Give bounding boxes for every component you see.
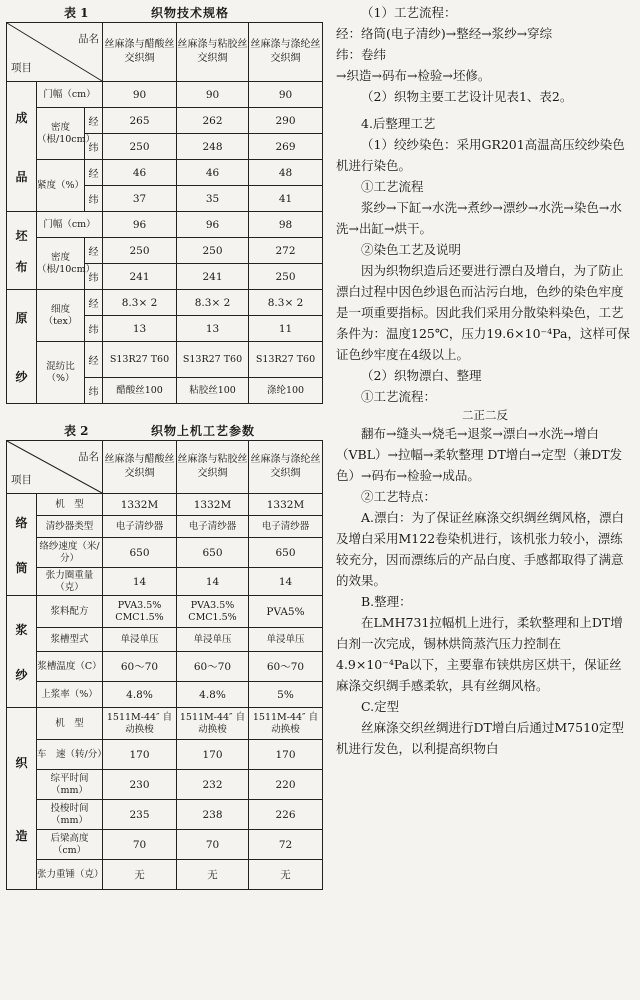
sub-finishing: B.整理： <box>361 594 412 609</box>
table1-row-label: 细度（tex） <box>37 290 85 342</box>
table1-cell: 241 <box>103 264 177 290</box>
table2-cell: 170 <box>103 740 177 770</box>
table2-cell: 电子清纱器 <box>103 516 177 538</box>
table1-cell: 265 <box>103 108 177 134</box>
table2-group-winding: 络 筒 <box>7 494 37 596</box>
table1-sub-label: 纬 <box>85 186 103 212</box>
table1-cell: 96 <box>103 212 177 238</box>
table2-cell: 1511M-44″ 自动换梭 <box>103 708 177 740</box>
flow-warp: 经：络筒(电子清纱)→整经→浆纱→穿综 <box>336 26 553 41</box>
table2-row-label: 车 速（转/分） <box>37 740 103 770</box>
table2-cell: 4.8% <box>177 682 249 708</box>
table1-row-label: 密度（根/10cm） <box>37 108 85 160</box>
table2-row-label: 上浆率（%） <box>37 682 103 708</box>
para-bleach-flow: 翻布→缝头→烧毛→退浆→漂白→水洗→增白（VBL）→拉幅→柔软整理 DT增白→定型（兼DT发色）→码布→检验→成品。 <box>336 426 623 483</box>
table1-cell: 90 <box>249 82 323 108</box>
table2-cell: 170 <box>249 740 323 770</box>
table1-cell: 13 <box>103 316 177 342</box>
table2-cell: 14 <box>177 568 249 596</box>
table1-row-label: 门幅（cm） <box>37 212 103 238</box>
para-bleach: A.漂白：为了保证丝麻涤交织绸丝绸风格，漂白及增白采用M122卷染机进行，该机张力较小，漂练较充分，因而漂练后的产品白度、手感都取得了满意的效果。 <box>336 510 625 588</box>
table1-row-label: 门幅（cm） <box>37 82 103 108</box>
table1-corner-top: 品名 <box>78 33 100 45</box>
table2-cell: PVA5% <box>249 596 323 628</box>
sub-features: ②工艺特点： <box>361 489 437 504</box>
table2-row-label: 张力圈重量（克） <box>37 568 103 596</box>
table1-cell: 粘胶丝100 <box>177 378 249 404</box>
para-dye-flow: 浆纱→下缸→水洗→煮纱→漂纱→水洗→染色→水洗→出缸→烘干。 <box>336 200 622 236</box>
table2-col-header: 丝麻涤与粘胶丝交织绸 <box>177 441 249 494</box>
table1-group-finished: 成 品 <box>7 82 37 212</box>
table1-row-label: 紧度（%） <box>37 160 85 212</box>
table1-cell: 269 <box>249 134 323 160</box>
table2-cell: 电子清纱器 <box>177 516 249 538</box>
table1-caption <box>6 0 324 22</box>
table2-cell: 650 <box>103 538 177 568</box>
table1-cell: 248 <box>177 134 249 160</box>
table1-cell: 35 <box>177 186 249 212</box>
table2-cell: 220 <box>249 770 323 800</box>
table1-sub-label: 经 <box>85 238 103 264</box>
table1-cell: 37 <box>103 186 177 212</box>
table2-group-weaving: 织 造 <box>7 708 37 890</box>
table1-sub-label: 纬 <box>85 134 103 160</box>
table2-cell: 14 <box>103 568 177 596</box>
table2-title: 织物上机工艺参数 <box>151 424 256 438</box>
table1-cell: 8.3× 2 <box>249 290 323 316</box>
table2-cell: 电子清纱器 <box>249 516 323 538</box>
table1-cell: 290 <box>249 108 323 134</box>
table2-cell: 单浸单压 <box>177 628 249 652</box>
sub-dye-process: ②染色工艺及说明 <box>361 242 462 257</box>
flow-weft: 纬：卷纬 <box>336 47 387 62</box>
table2-cell: 226 <box>249 800 323 830</box>
table1-row-label: 密度（根/10cm） <box>37 238 85 290</box>
table1-col-header: 丝麻涤与醋酸丝交织绸 <box>103 23 177 82</box>
table2-cell: 72 <box>249 830 323 860</box>
table1-cell: 250 <box>177 238 249 264</box>
table2-cell: PVA3.5% CMC1.5% <box>103 596 177 628</box>
table1-cell: 11 <box>249 316 323 342</box>
table2-row-label: 清纱器类型 <box>37 516 103 538</box>
flow-note: 二正二反 <box>462 408 508 422</box>
table2-corner-cell <box>7 441 103 494</box>
table1 <box>6 22 323 404</box>
table2-cell: 无 <box>249 860 323 890</box>
table1-cell: 46 <box>177 160 249 186</box>
table1-number: 表 1 <box>64 6 89 20</box>
sub-setting: C.定型 <box>361 699 400 714</box>
table1-cell: S13R27 T60 <box>177 342 249 378</box>
para-setting: 丝麻涤交织丝绸进行DT增白后通过M7510定型机进行发色，以利提高织物白 <box>336 720 624 756</box>
right-column <box>336 2 634 759</box>
table2-row-label: 浆料配方 <box>37 596 103 628</box>
flow-continue: →织造→码布→检验→坯修。 <box>336 68 491 83</box>
table2-corner-top: 品名 <box>78 451 99 463</box>
table2-cell: 230 <box>103 770 177 800</box>
table2-row-label: 浆槽温度（C） <box>37 652 103 682</box>
table2-cell: 1511M-44″ 自动换梭 <box>177 708 249 740</box>
table1-corner-cell <box>7 23 103 82</box>
table1-cell: 48 <box>249 160 323 186</box>
left-column <box>6 0 324 890</box>
table1-cell: 90 <box>177 82 249 108</box>
table1-cell: 262 <box>177 108 249 134</box>
table2-cell: 5% <box>249 682 323 708</box>
section-bleach-finish: （2）织物漂白、整理 <box>361 368 482 383</box>
table1-cell: 8.3× 2 <box>103 290 177 316</box>
table2-cell: 235 <box>103 800 177 830</box>
table2-number: 表 2 <box>64 424 89 438</box>
table1-col-header: 丝麻涤与粘胶丝交织绸 <box>177 23 249 82</box>
table1-cell: 41 <box>249 186 323 212</box>
table2-cell: 1511M-44″ 自动换梭 <box>249 708 323 740</box>
table1-sub-label: 经 <box>85 290 103 316</box>
table2-cell: 1332M <box>103 494 177 516</box>
table1-cell: 8.3× 2 <box>177 290 249 316</box>
table2-cell: 1332M <box>177 494 249 516</box>
table2-cell: 单浸单压 <box>103 628 177 652</box>
table1-row-label: 混纺比（%） <box>37 342 85 404</box>
table2-row-label: 络纱速度（米/分） <box>37 538 103 568</box>
table1-cell: 涤纶100 <box>249 378 323 404</box>
table1-sub-label: 纬 <box>85 316 103 342</box>
table2-cell: 60～70 <box>249 652 323 682</box>
table2-caption <box>6 418 324 440</box>
table1-cell: 90 <box>103 82 177 108</box>
table2-cell: 单浸单压 <box>249 628 323 652</box>
table1-sub-label: 纬 <box>85 264 103 290</box>
table1-cell: 250 <box>103 134 177 160</box>
table1-cell: 272 <box>249 238 323 264</box>
section-main-design: （2）织物主要工艺设计见表1、表2。 <box>361 89 573 104</box>
table2-group-sizing: 浆 纱 <box>7 596 37 708</box>
table1-sub-label: 经 <box>85 342 103 378</box>
table1-col-header: 丝麻涤与涤纶丝交织绸 <box>249 23 323 82</box>
table2 <box>6 440 323 890</box>
table2-cell: 无 <box>103 860 177 890</box>
para-dyeing: （1）绞纱染色：采用GR201高温高压绞纱染色机进行染色。 <box>336 137 625 173</box>
table2-row-label: 浆槽型式 <box>37 628 103 652</box>
table1-cell: 241 <box>177 264 249 290</box>
sub-process-flow: ①工艺流程 <box>361 179 424 194</box>
table1-title: 织物技术规格 <box>151 6 230 20</box>
para-dye-detail: 因为织物织造后还要进行漂白及增白，为了防止漂白过程中因色纱退色而沾污白地，色纱的染色牢度是一项重要指标。因此我们采用分散染料染色，工艺条件为：温度125℃，压力19.6×10⁻⁴Pa，这样可保证色纱牢度在4级以上。 <box>336 263 630 362</box>
table2-cell: PVA3.5% CMC1.5% <box>177 596 249 628</box>
table1-cell: 98 <box>249 212 323 238</box>
table1-cell: 96 <box>177 212 249 238</box>
table1-corner-bottom: 项目 <box>11 62 32 74</box>
table1-cell: 醋酸丝100 <box>103 378 177 404</box>
table2-row-label: 投梭时间（mm） <box>37 800 103 830</box>
table2-cell: 14 <box>249 568 323 596</box>
table1-cell: 13 <box>177 316 249 342</box>
table2-col-header: 丝麻涤与涤纶丝交织绸 <box>249 441 323 494</box>
table1-sub-label: 经 <box>85 160 103 186</box>
table2-cell: 60～70 <box>103 652 177 682</box>
table2-cell: 4.8% <box>103 682 177 708</box>
table2-cell: 60～70 <box>177 652 249 682</box>
table1-sub-label: 经 <box>85 108 103 134</box>
table2-cell: 无 <box>177 860 249 890</box>
table2-cell: 232 <box>177 770 249 800</box>
table2-cell: 70 <box>177 830 249 860</box>
table2-cell: 1332M <box>249 494 323 516</box>
table1-group-yarn: 原 纱 <box>7 290 37 404</box>
table2-row-label: 机 型 <box>37 494 103 516</box>
table2-cell: 650 <box>177 538 249 568</box>
table2-row-label: 机 型 <box>37 708 103 740</box>
table2-cell: 238 <box>177 800 249 830</box>
table1-cell: 250 <box>103 238 177 264</box>
table2-col-header: 丝麻涤与醋酸丝交织绸 <box>103 441 177 494</box>
heading-finishing: 4.后整理工艺 <box>361 116 436 131</box>
table1-cell: 46 <box>103 160 177 186</box>
table2-row-label: 后梁高度（cm） <box>37 830 103 860</box>
table1-sub-label: 纬 <box>85 378 103 404</box>
table2-corner-bottom: 项目 <box>11 474 32 486</box>
table2-cell: 170 <box>177 740 249 770</box>
para-finishing: 在LMH731拉幅机上进行，柔软整理和上DT增白剂一次完成，锡林烘筒蒸汽压力控制在4.9×10⁻⁴Pa以下，主要靠布铗烘房区烘干，保证丝麻涤交织绸手感柔软，具有丝绸风格。 <box>336 615 623 693</box>
table2-row-label: 张力重锤（克） <box>37 860 103 890</box>
section-process-flow: （1）工艺流程： <box>361 5 457 20</box>
table2-cell: 70 <box>103 830 177 860</box>
table1-cell: 250 <box>249 264 323 290</box>
table2-row-label: 综平时间（mm） <box>37 770 103 800</box>
sub-bleach-flow: ①工艺流程： <box>361 389 437 404</box>
table1-cell: S13R27 T60 <box>103 342 177 378</box>
table1-cell: S13R27 T60 <box>249 342 323 378</box>
table1-group-greige: 坯 布 <box>7 212 37 290</box>
table2-cell: 650 <box>249 538 323 568</box>
